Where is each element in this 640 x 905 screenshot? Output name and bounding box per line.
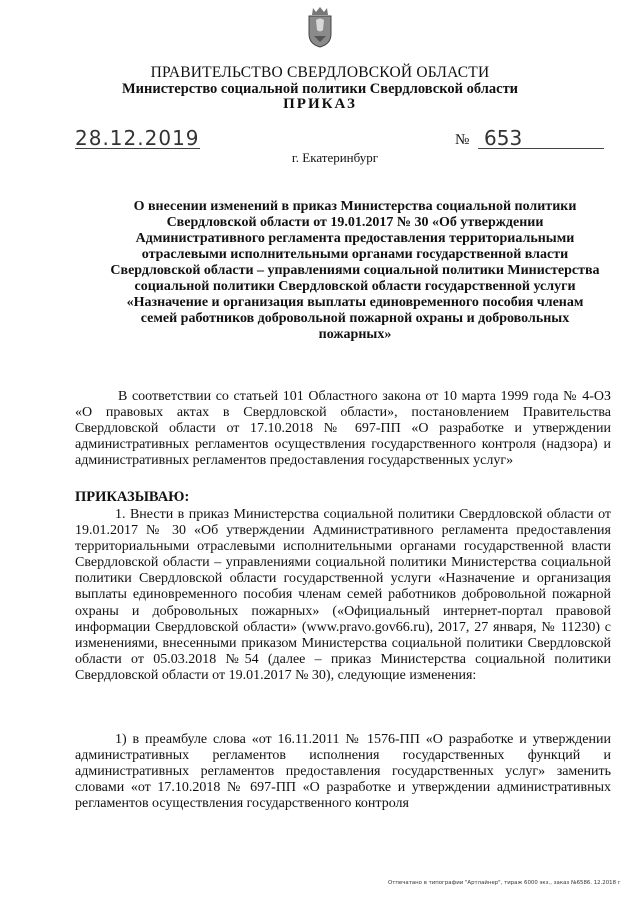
ministry-name: Министерство социальной политики Свердловской области xyxy=(121,81,519,97)
document-type: ПРИКАЗ xyxy=(283,96,357,112)
print-info: Отпечатано в типографии "Артлайнер", тираж 6000 экз., заказ №6586. 12.2018 г xyxy=(388,880,621,886)
preamble-paragraph: В соответствии со статьей 101 Областного закона от 10 марта 1999 года № 4-ОЗ «О правовых актах в Свердловской области», постановлением Правительства Свердловской области от 17.10.2018 № 697-ПП «О разработке и утверждении административных регламентов осуществления государственного контроля (надзора) и административных регламентов предоставления государственных услуг» xyxy=(75,389,611,469)
item-1-paragraph: 1. Внести в приказ Министерства социальной политики Свердловской области от 19.01.2017 № 30 «Об утверждении Административного регламента предоставления территориальными отраслевыми исполнительными органами государственной власти Свердловской области – управлениями социальной политики Министерства социальной политики Свердловской области государственной услуги «Назначение и организация выплаты единовременного пособия членам семей работников добровольной пожарной охраны и добровольных пожарных» («Официальный интернет-портал правовой информации Свердловской области» (www.pravo.gov66.ru), 2017, 27 января, № 11230) с изменениями, внесенными приказом Министерства социальной политики Свердловской области от 05.03.2018 №54 (далее – приказ Министерства социальной политики Свердловской области от 19.01.2017 № 30), следующие изменения: xyxy=(75,507,611,683)
city: г. Екатеринбург xyxy=(291,150,379,165)
order-date: 28.12.2019 xyxy=(75,126,200,150)
government-name: ПРАВИТЕЛЬСТВО СВЕРДЛОВСКОЙ ОБЛАСТИ xyxy=(150,64,490,81)
order-word: ПРИКАЗЫВАЮ: xyxy=(75,489,190,505)
order-subject: О внесении изменений в приказ Министерства социальной политики Свердловской области от 19.01.2017 № 30 «Об утверждении Административного регламента предоставления территориальными отраслевыми исполнительными органами государственной власти Свердловской области – управлениями социальной политики Министерства социальной политики Свердловской области государственной услуги «Назначение и организация выплаты единовременного пособия членам семей работников добровольной пожарной охраны и добровольных пожарных» xyxy=(110,199,600,342)
order-number: 653 xyxy=(478,128,604,149)
item-1-1-paragraph: 1) в преамбуле слова «от 16.11.2011 № 1576-ПП «О разработке и утверждении административных регламентов исполнения государственных функций и административных регламентов предоставления государственных услуг» заменить словами «от 17.10.2018 № 697-ПП «О разработке и утверждении административных регламентов осуществления государственного контроля xyxy=(75,732,611,812)
coat-of-arms-icon xyxy=(304,6,336,48)
order-number-label: № xyxy=(455,132,470,148)
